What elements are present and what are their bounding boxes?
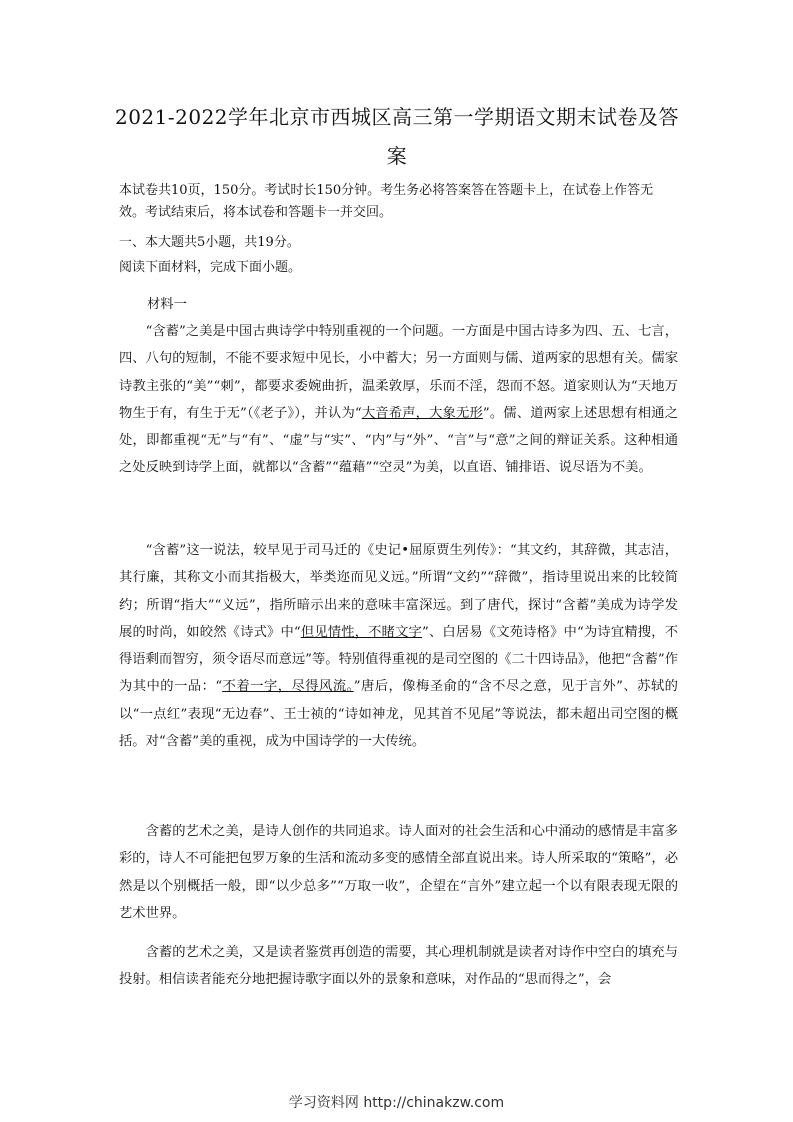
reading-instruction: 阅读下面材料，完成下面小题。 <box>119 260 302 275</box>
material-label: 材料一 <box>147 297 187 312</box>
page-title: 2021-2022学年北京市西城区高三第一学期语文期末试卷及答案 <box>114 105 680 168</box>
underlined-quote: 大音希声，大象无形 <box>361 405 483 421</box>
site-footer: 学习资料网 http://chinakzw.com <box>288 1095 505 1111</box>
paragraph-3: 含蓄的艺术之美，是诗人创作的共同追求。诗人面对的社会生活和心中涌动的感情是丰富多彩的，诗人不可能把包罗万象的生活和流动多变的感情全部直说出来。诗人所采取的“策略”，必然是以个别概括一般，即“以少总多”“万取一收”，企望在“言外”建立起一个以有限表现无限的艺术世界。 <box>119 824 678 921</box>
underlined-quote: 但见情性，不睹文字 <box>300 624 423 640</box>
underlined-quote: 不着一字，尽得风流。 <box>222 679 354 695</box>
paragraph-1: “含蓄”之美是中国古典诗学中特别重视的一个问题。一方面是中国古诗多为四、五、七言，四、八句的短制，不能不要求短中见长，小中蓄大；另一方面则与儒、道两家的思想有关。儒家诗教主张的“美”“刺”，都要求委婉曲折，温柔敦厚，乐而不淫，怨而不怒。道家则认为“天地万物生于有，有生于无”（《老子》），并认为“大音希声，大象无形”。儒、道两家上述思想有相通之处，即都重视“无”与“有”、“虚”与“实”、“内”与“外”、“言”与“意”之间的辩证关系。这种相通之处反映到诗学上面，就都以“含蓄”“蕴藉”“空灵”为美，以直语、铺排语、说尽语为不美。 <box>119 324 678 476</box>
section-heading: 一、本大题共5小题，共19分。 <box>119 235 300 250</box>
exam-notice: 本试卷共10页，150分。考试时长150分钟。考生务必将答案答在答题卡上，在试卷上作答无效。考试结束后，将本试卷和答题卡一并交回。 <box>119 183 654 220</box>
paragraph-2: “含蓄”这一说法，较早见于司马迁的《史记•屈原贾生列传》：“其文约，其辞微，其志洁，其行廉，其称文小而其指极大，举类迩而见义远。”所谓“文约”“辞微”，指诗里说出来的比较简约；所谓“指大”“义远”，指所暗示出来的意味丰富深远。到了唐代，探讨“含蓄”美成为诗学发展的时尚，如皎然《诗式》中“但见情性，不睹文字”、白居易《文苑诗格》中“为诗宜精搜，不得语剩而智穷，须令语尽而意远”等。特别值得重视的是司空图的《二十四诗品》，他把“含蓄”作为其中的一品：“不着一字，尽得风流。”唐后，像梅圣俞的“含不尽之意，见于言外”、苏轼的以“一点红”表现“无边春”、王士祯的“诗如神龙，见其首不见尾”等说法，都未超出司空图的概括。对“含蓄”美的重视，成为中国诗学的一大传统。 <box>119 543 678 750</box>
paragraph-4: 含蓄的艺术之美，又是读者鉴赏再创造的需要，其心理机制就是读者对诗作中空白的填充与投射。相信读者能充分地把握诗歌字面以外的景象和意味，对作品的“思而得之”，会 <box>119 945 678 988</box>
